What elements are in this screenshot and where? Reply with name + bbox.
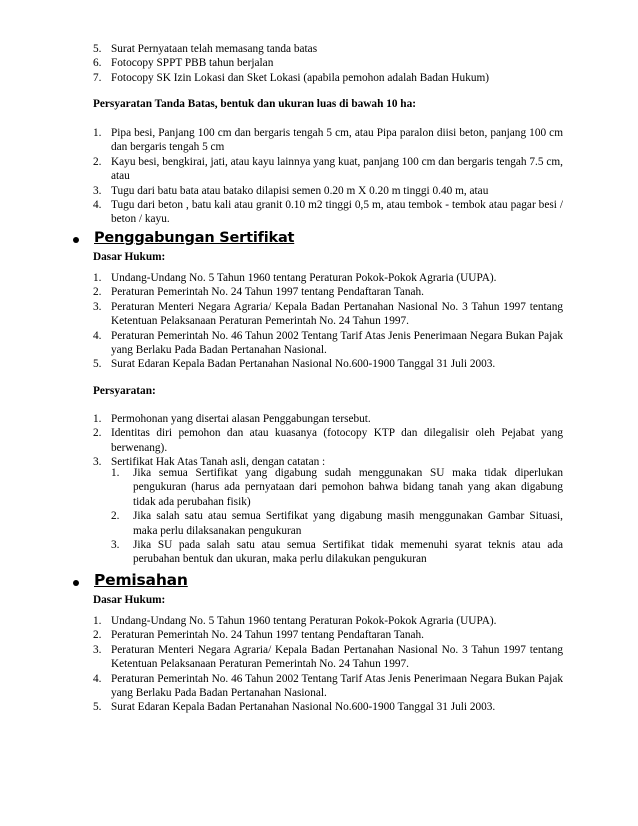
- list-number: 7.: [93, 71, 102, 84]
- list-number: 1.: [93, 127, 102, 139]
- sub-list-item: [111, 509, 563, 538]
- list-item: [93, 198, 563, 227]
- list-text: Peraturan Pemerintah No. 24 Tahun 1997 tentang Pendaftaran Tanah.: [111, 286, 424, 299]
- list-text: Surat Edaran Kepala Badan Pertanahan Nasional No.600-1900 Tanggal 31 Juli 2003.: [111, 701, 496, 714]
- persyaratan-list: [93, 412, 563, 470]
- list-text: Surat Edaran Kepala Badan Pertanahan Nasional No.600-1900 Tanggal 31 Juli 2003.: [111, 358, 496, 371]
- list-text: Pipa besi, Panjang 100 cm dan bergaris tengah 5 cm, atau Pipa paralon diisi beton, panjang 100 cm dan bergaris tengah 5 cm: [111, 127, 563, 154]
- list-item: [93, 426, 563, 455]
- list-text: Identitas diri pemohon dan atau kuasanya (fotocopy KTP dan dilegalisir oleh Pejabat yang berwenang).: [111, 427, 563, 454]
- sub-list-item: [111, 538, 563, 567]
- list-number: 4.: [93, 672, 102, 685]
- list-number: 5.: [93, 358, 102, 371]
- section-title: Pemisahan: [94, 571, 188, 589]
- list-number: 1.: [93, 615, 102, 627]
- list-number: 1.: [93, 272, 102, 284]
- sub-list-item: [111, 466, 563, 509]
- list-item: [93, 643, 563, 672]
- list-number: 5.: [93, 701, 102, 714]
- dasar-hukum-list: [93, 614, 563, 715]
- list-number: 2.: [93, 427, 102, 440]
- section-penggabungan-heading: [73, 232, 563, 252]
- list-number: 2.: [93, 286, 102, 299]
- list-item: [93, 42, 563, 56]
- list-text: Peraturan Pemerintah No. 46 Tahun 2002 Tentang Tarif Atas Jenis Penerimaan Negara Bukan Pajak yang Berlaku Pada Badan Pertanahan Nasional.: [111, 672, 563, 700]
- list-number: 4.: [93, 199, 102, 212]
- list-text: Permohonan yang disertai alasan Penggabungan tersebut.: [111, 413, 371, 425]
- sub-list-number: 3.: [111, 539, 120, 552]
- bullet-icon: [73, 580, 79, 586]
- list-text: Tugu dari beton , batu kali atau granit 0.10 m2 tinggi 0,5 m, atau tembok - tembok atau pagar besi / beton / kayu.: [111, 199, 563, 226]
- list-item: [93, 184, 563, 198]
- list-text: Fotocopy SPPT PBB tahun berjalan: [111, 57, 274, 70]
- list-item: [93, 672, 563, 701]
- list-item: [93, 285, 563, 299]
- dasar-hukum-label: Dasar Hukum:: [93, 251, 166, 263]
- list-item: [93, 300, 563, 329]
- list-item: [93, 271, 563, 285]
- list-text: Undang-Undang No. 5 Tahun 1960 tentang Peraturan Pokok-Pokok Agraria (UUPA).: [111, 272, 497, 284]
- list-item: [93, 126, 563, 155]
- list-item: [93, 614, 563, 628]
- catatan-list: [111, 466, 563, 567]
- list-number: 3.: [93, 456, 102, 469]
- list-item: [93, 700, 563, 714]
- bullet-icon: [73, 237, 79, 243]
- dasar-hukum-list: [93, 271, 563, 372]
- list-text: Peraturan Menteri Negara Agraria/ Kepala Badan Pertanahan Nasional No. 3 Tahun 1997 tentang Ketentuan Pelaksanaan Peraturan Pemerintah No. 24 Tahun 1997.: [111, 643, 563, 671]
- list-number: 3.: [93, 643, 102, 656]
- list-number: 1.: [93, 413, 102, 425]
- list-text: Peraturan Menteri Negara Agraria/ Kepala Badan Pertanahan Nasional No. 3 Tahun 1997 tentang Ketentuan Pelaksanaan Peraturan Pemerintah No. 24 Tahun 1997.: [111, 300, 563, 328]
- list-item: [93, 329, 563, 358]
- list-number: 4.: [93, 329, 102, 342]
- list-number: 2.: [93, 629, 102, 642]
- list-text: Tugu dari batu bata atau batako dilapisi semen 0.20 m X 0.20 m tinggi 0.40 m, atau: [111, 184, 489, 197]
- sub-list-text: Jika SU pada salah satu atau semua Sertifikat tidak memenuhi syarat teknis atau ada perubahan bentuk dan ukuran, maka perlu dilakukan pengukuran: [133, 539, 563, 566]
- list-item: [93, 628, 563, 642]
- sub-list-number: 2.: [111, 510, 120, 523]
- list-item: [93, 56, 563, 70]
- list-number: 5.: [93, 43, 102, 55]
- list-text: Surat Pernyataan telah memasang tanda batas: [111, 43, 318, 55]
- list-item: [93, 71, 563, 85]
- dasar-hukum-label: Dasar Hukum:: [93, 594, 166, 606]
- persyaratan-label: Persyaratan:: [93, 385, 156, 397]
- list-text: Fotocopy SK Izin Lokasi dan Sket Lokasi (apabila pemohon adalah Badan Hukum): [111, 71, 490, 84]
- list-text: Peraturan Pemerintah No. 24 Tahun 1997 tentang Pendaftaran Tanah.: [111, 629, 424, 642]
- list-text: Undang-Undang No. 5 Tahun 1960 tentang Peraturan Pokok-Pokok Agraria (UUPA).: [111, 615, 497, 627]
- list-text: Kayu besi, bengkirai, jati, atau kayu lainnya yang kuat, panjang 100 cm dan bergaris tengah 7.5 cm, atau: [111, 155, 563, 183]
- requirements-list-continued: [93, 42, 563, 85]
- section-pemisahan-heading: [73, 571, 563, 594]
- list-number: 3.: [93, 184, 102, 197]
- list-item: [93, 357, 563, 371]
- list-number: 3.: [93, 300, 102, 313]
- tanda-batas-heading: Persyaratan Tanda Batas, bentuk dan ukuran luas di bawah 10 ha:: [93, 98, 417, 110]
- section-title: Penggabungan Sertifikat: [94, 230, 295, 246]
- list-text: Sertifikat Hak Atas Tanah asli, dengan catatan :: [111, 456, 326, 469]
- list-item: [93, 412, 563, 426]
- list-number: 2.: [93, 155, 102, 168]
- tanda-batas-list: [93, 126, 563, 227]
- list-text: Peraturan Pemerintah No. 46 Tahun 2002 Tentang Tarif Atas Jenis Penerimaan Negara Bukan Pajak yang Berlaku Pada Badan Pertanahan Nasional.: [111, 329, 563, 357]
- list-number: 6.: [93, 57, 102, 70]
- sub-list-number: 1.: [111, 467, 120, 479]
- sub-list-text: Jika semua Sertifikat yang digabung sudah menggunakan SU maka tidak diperlukan pengukuran (harus ada pernyataan dari pemohon bahwa bidang tanah yang akan digabung tidak ada perubahan fisik): [133, 467, 563, 508]
- sub-list-text: Jika salah satu atau semua Sertifikat yang digabung masih menggunakan Gambar Situasi, maka perlu dilaksanakan pengukuran: [133, 510, 563, 537]
- list-item: [93, 155, 563, 184]
